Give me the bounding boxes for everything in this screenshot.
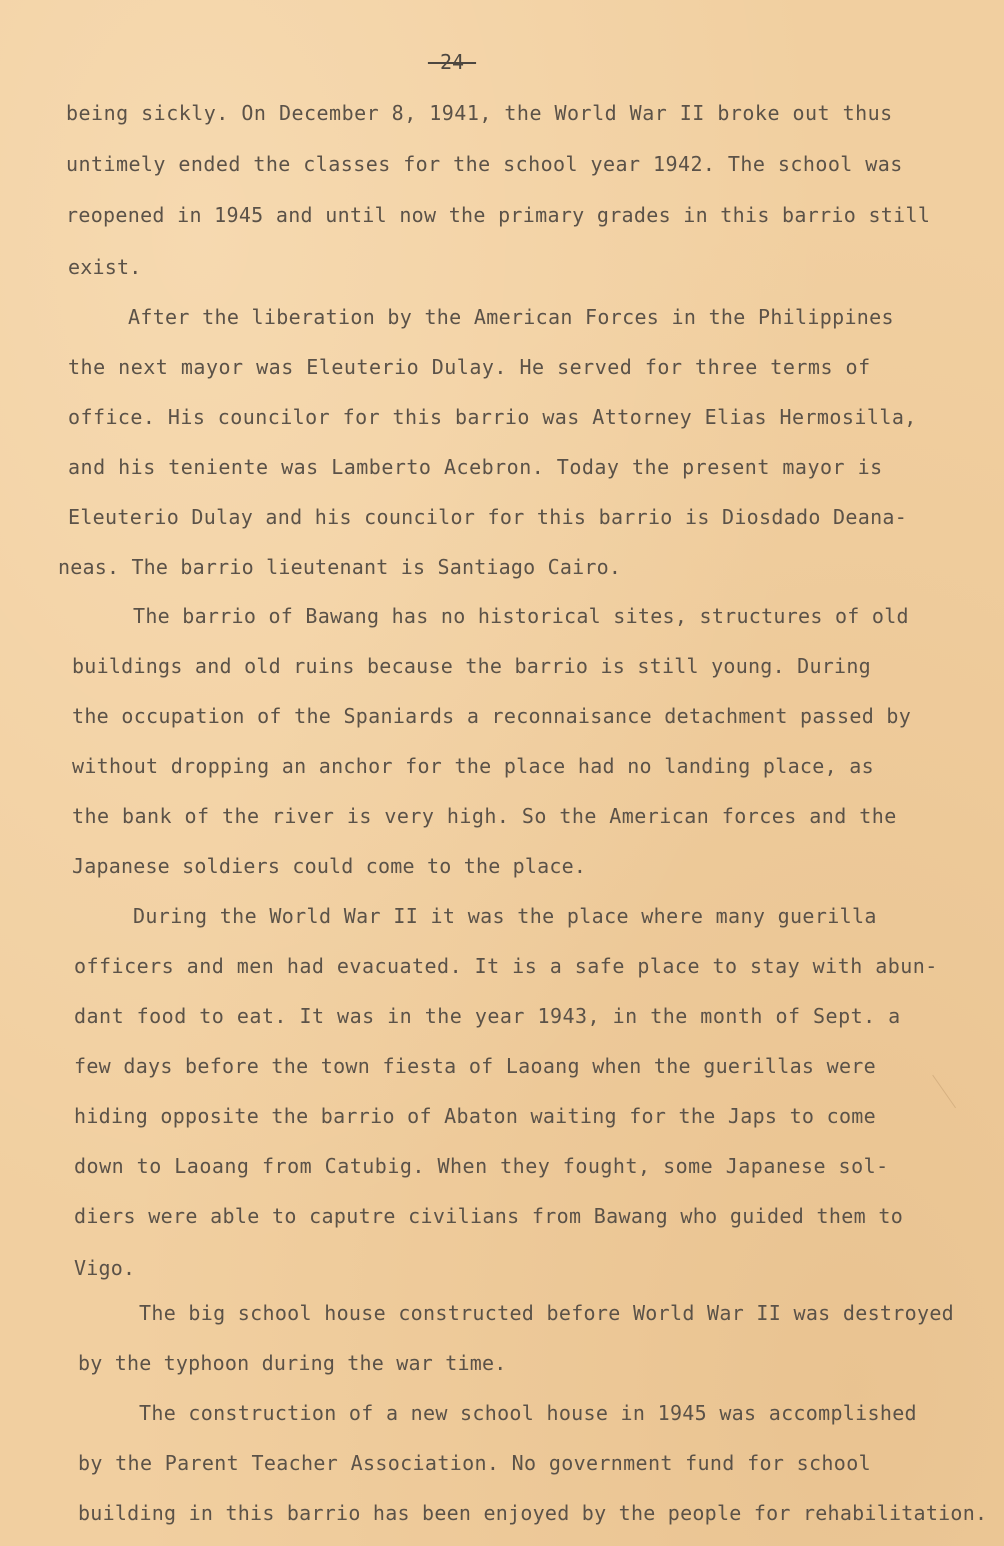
text-line: diers were able to caputre civilians from Bawang who guided them to bbox=[74, 1204, 904, 1228]
text-line: by the Parent Teacher Association. No government fund for school bbox=[78, 1451, 871, 1475]
text-line: without dropping an anchor for the place had no landing place, as bbox=[72, 754, 874, 778]
text-line: The barrio of Bawang has no historical sites, structures of old bbox=[133, 604, 909, 628]
text-line: exist. bbox=[68, 255, 142, 279]
text-line: After the liberation by the American Forces in the Philippines bbox=[128, 305, 894, 329]
text-line: building in this barrio has been enjoyed by the people for rehabilitation. bbox=[78, 1501, 988, 1525]
text-line: reopened in 1945 and until now the primary grades in this barrio still bbox=[66, 203, 931, 227]
text-line: Vigo. bbox=[74, 1256, 136, 1280]
text-line: Eleuterio Dulay and his councilor for this barrio is Diosdado Deana- bbox=[68, 505, 908, 529]
text-line: dant food to eat. It was in the year 1943, in the month of Sept. a bbox=[74, 1004, 901, 1028]
text-line: the bank of the river is very high. So the American forces and the bbox=[72, 804, 897, 828]
text-line: the occupation of the Spaniards a reconnaisance detachment passed by bbox=[72, 704, 912, 728]
text-line: down to Laoang from Catubig. When they fought, some Japanese sol- bbox=[74, 1154, 889, 1178]
text-line: few days before the town fiesta of Laoang when the guerillas were bbox=[74, 1054, 876, 1078]
text-line: The big school house constructed before World War II was destroyed bbox=[139, 1301, 955, 1325]
text-line: officers and men had evacuated. It is a safe place to stay with abun- bbox=[74, 954, 938, 978]
text-line: by the typhoon during the war time. bbox=[78, 1351, 507, 1375]
text-line: office. His councilor for this barrio was Attorney Elias Hermosilla, bbox=[68, 405, 917, 429]
text-line: Japanese soldiers could come to the place. bbox=[72, 854, 587, 878]
text-line: neas. The barrio lieutenant is Santiago Cairo. bbox=[58, 555, 622, 579]
text-line: untimely ended the classes for the school year 1942. The school was bbox=[66, 152, 903, 176]
text-line: The construction of a new school house in 1945 was accomplished bbox=[139, 1401, 917, 1425]
text-line: buildings and old ruins because the barrio is still young. During bbox=[72, 654, 871, 678]
text-line: During the World War II it was the place where many guerilla bbox=[133, 904, 877, 928]
text-line: the next mayor was Eleuterio Dulay. He served for three terms of bbox=[68, 355, 871, 379]
page-number: -24- bbox=[427, 50, 477, 74]
paper-crease bbox=[932, 1052, 989, 1108]
text-line: hiding opposite the barrio of Abaton waiting for the Japs to come bbox=[74, 1104, 876, 1128]
text-line: and his teniente was Lamberto Acebron. Today the present mayor is bbox=[68, 455, 883, 479]
text-line: being sickly. On December 8, 1941, the World War II broke out thus bbox=[66, 101, 893, 125]
